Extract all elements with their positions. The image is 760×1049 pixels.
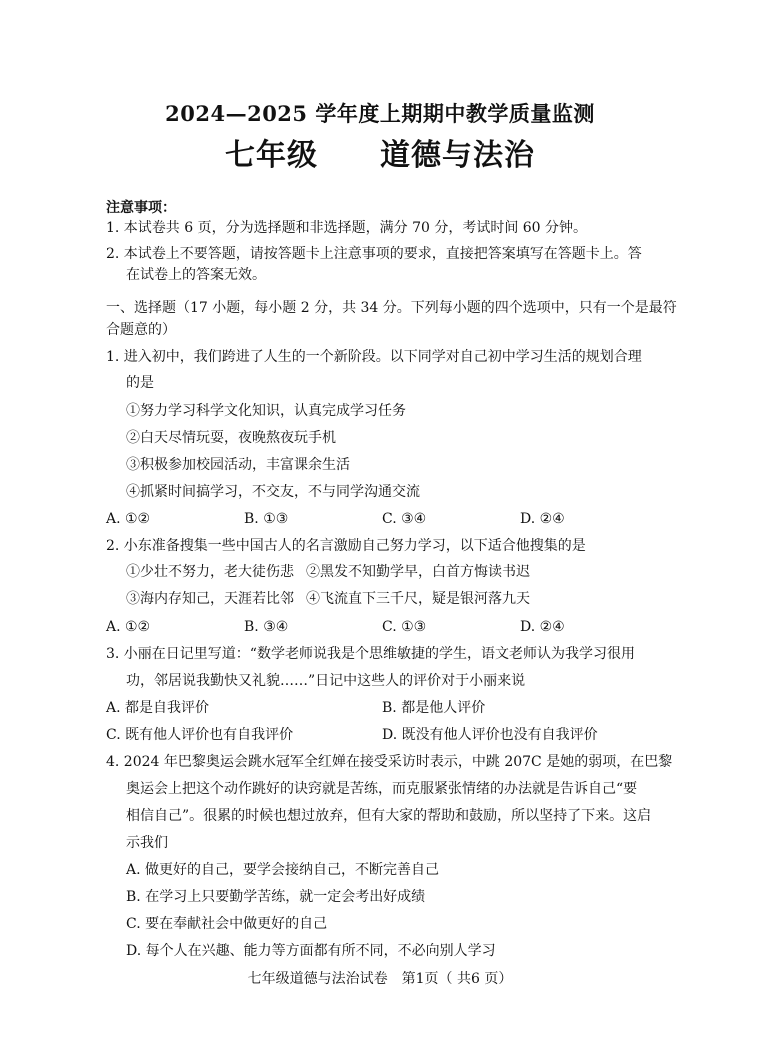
question-1-statement-2: ②白天尽情玩耍，夜晚熬夜玩手机 — [126, 430, 336, 446]
notice-item-1: 1. 本试卷共 6 页，分为选择题和非选择题，满分 70 分，考试时间 60 分钟。 — [106, 220, 588, 236]
question-4-option-d: D. 每个人在兴趣、能力等方面都有所不同，不必向别人学习 — [126, 943, 496, 959]
question-2-option-d: D. ②④ — [520, 619, 565, 635]
question-1-option-c: C. ③④ — [382, 511, 427, 527]
notice-label: 注意事项： — [106, 200, 176, 216]
section-heading-line-2: 合题意的） — [106, 322, 176, 338]
section-heading-line-1: 一、选择题（17 小题，每小题 2 分，共 34 分。下列每小题的四个选项中，只有一个是最符 — [106, 300, 677, 316]
question-3-stem-line-1: 3. 小丽在日记里写道：“数学老师说我是个思维敏捷的学生，语文老师认为我学习很用 — [106, 646, 635, 662]
question-3-option-d: D. 既没有他人评价也没有自我评价 — [382, 727, 598, 743]
notice-item-2-line-1: 2. 本试卷上不要答题，请按答题卡上注意事项的要求，直接把答案填写在答题卡上。答 — [106, 246, 642, 262]
question-4-stem-line-2: 奥运会上把这个动作跳好的诀窍就是苦练，而克服紧张情绪的办法就是告诉自己“要 — [126, 781, 638, 797]
question-1-statement-4: ④抓紧时间搞学习，不交友，不与同学沟通交流 — [126, 484, 420, 500]
page-footer: 七年级道德与法治试卷 第1页（ 共6 页） — [247, 971, 513, 987]
question-3-option-c: C. 既有他人评价也有自我评价 — [106, 727, 294, 743]
question-1-option-d: D. ②④ — [520, 511, 565, 527]
question-2-option-c: C. ①③ — [382, 619, 427, 635]
exam-subtitle — [0, 130, 760, 174]
question-4-stem-line-3: 相信自己”。很累的时候也想过放弃，但有大家的帮助和鼓励，所以坚持了下来。这启 — [126, 808, 652, 824]
question-2-statement-4: ④飞流直下三千尺，疑是银河落九天 — [306, 591, 530, 607]
question-4-option-b: B. 在学习上只要勤学苦练，就一定会考出好成绩 — [126, 889, 426, 905]
grade-label: 七年级 — [225, 138, 318, 173]
question-2-statement-2: ②黑发不知勤学早，白首方悔读书迟 — [306, 564, 530, 580]
question-2-statement-3: ③海内存知己，天涯若比邻 — [126, 591, 294, 607]
exam-title: 2024—2025 学年度上期期中教学质量监测 — [165, 101, 595, 126]
question-1-option-a: A. ①② — [106, 511, 151, 527]
question-2-statement-1: ①少壮不努力，老大徒伤悲 — [126, 564, 294, 580]
subject-label: 道德与法治 — [380, 138, 535, 173]
question-1-option-b: B. ①③ — [244, 511, 289, 527]
question-3-option-b: B. 都是他人评价 — [382, 700, 486, 716]
question-1-statement-3: ③积极参加校园活动，丰富课余生活 — [126, 457, 350, 473]
question-4-option-c: C. 要在奉献社会中做更好的自己 — [126, 916, 328, 932]
question-1-stem-line-2: 的是 — [126, 375, 154, 391]
question-2-option-b: B. ③④ — [244, 619, 289, 635]
question-1-stem-line-1: 1. 进入初中，我们跨进了人生的一个新阶段。以下同学对自己初中学习生活的规划合理 — [106, 349, 642, 365]
question-2-option-a: A. ①② — [106, 619, 151, 635]
question-1-statement-1: ①努力学习科学文化知识，认真完成学习任务 — [126, 403, 406, 419]
question-2-stem: 2. 小东准备搜集一些中国古人的名言激励自己努力学习，以下适合他搜集的是 — [106, 538, 586, 554]
question-4-stem-line-4: 示我们 — [126, 835, 168, 851]
question-3-option-a: A. 都是自我评价 — [106, 700, 210, 716]
question-4-stem-line-1: 4. 2024 年巴黎奥运会跳水冠军全红婵在接受采访时表示，中跳 207C 是她的弱项，在巴黎 — [106, 754, 673, 770]
question-3-stem-line-2: 功，邻居说我勤快又礼貌……”日记中这些人的评价对于小丽来说 — [126, 673, 526, 689]
question-4-option-a: A. 做更好的自己，要学会接纳自己，不断完善自己 — [126, 862, 440, 878]
notice-item-2-line-2: 在试卷上的答案无效。 — [126, 267, 266, 283]
